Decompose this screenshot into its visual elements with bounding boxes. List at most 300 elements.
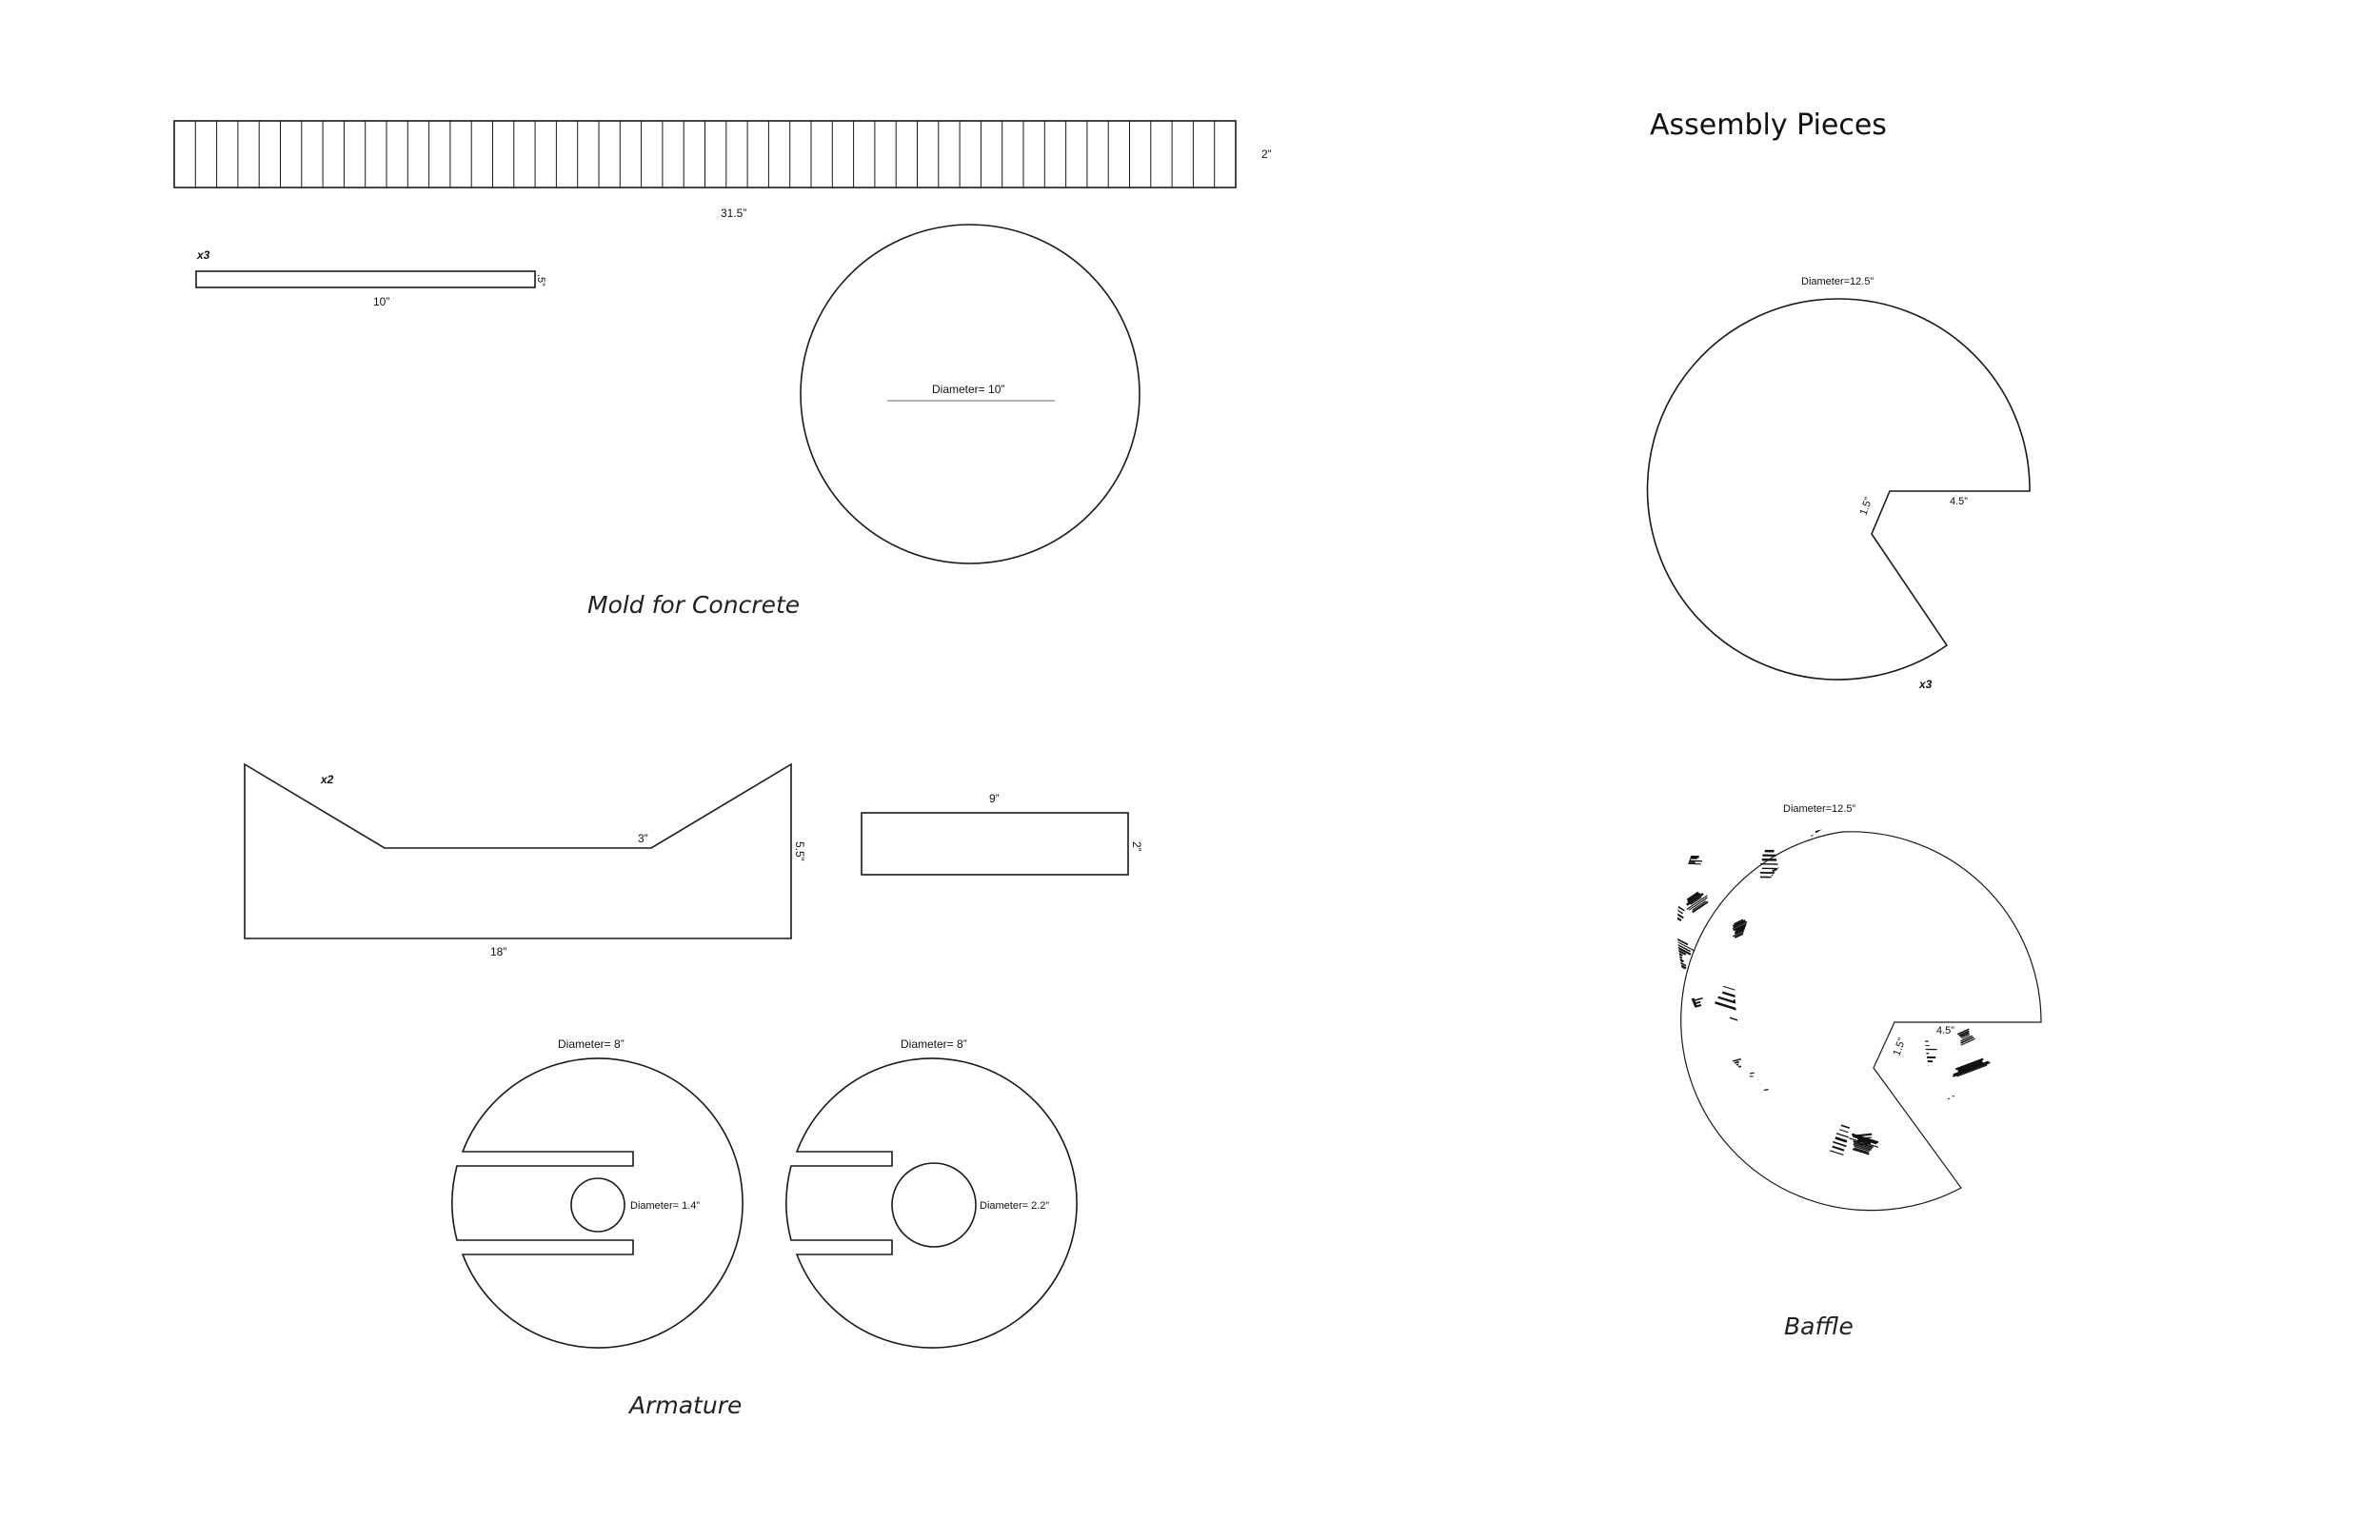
baffle-hatch-mark xyxy=(1865,1178,1906,1199)
baffle-hatch-line xyxy=(1761,994,1776,1004)
baffle-hatch-line xyxy=(1676,1164,1698,1172)
baffle-hatch-line xyxy=(1683,1162,1695,1166)
baffle-hatch-line xyxy=(2009,1156,2030,1168)
caption-armature: Armature xyxy=(629,1392,743,1419)
baffle-hatch-line xyxy=(1860,1014,1868,1018)
baffle-hatch-line xyxy=(1841,1125,1850,1128)
baffle-hatch-line xyxy=(1680,1129,1695,1138)
disc2-hole xyxy=(892,1163,976,1247)
baffle-hatch-line xyxy=(1780,1144,1800,1151)
baffle-hatch-line xyxy=(1960,1211,1981,1222)
armature-rect xyxy=(862,813,1128,875)
baffle-hatch-line xyxy=(1693,901,1708,912)
baffle-hatch-line xyxy=(1900,1023,1918,1032)
baffle-hatch-mark xyxy=(1730,1140,1746,1154)
baffle-hatch-line xyxy=(1978,844,2007,849)
baffle-hatch-line xyxy=(1679,1175,1690,1178)
baffle-hatch-mark xyxy=(1933,941,1975,982)
baffle-hatch-line xyxy=(1872,908,1893,912)
disc1-diameter-label: Diameter= 8” xyxy=(558,1037,625,1051)
baffle-hatch-line xyxy=(1948,1098,1973,1105)
baffle-hatch-line xyxy=(1810,994,1831,996)
baffle-hatch-mark xyxy=(1814,1198,1848,1221)
baffle-hatch-line xyxy=(1958,1221,1973,1229)
baffle-hatch-line xyxy=(1730,1017,1760,1027)
baffle-hatch-line xyxy=(1965,909,1975,915)
baffle-hatch-line xyxy=(1630,954,1651,966)
baffle-hatch-mark xyxy=(1728,918,1754,938)
baffle-hatch-line xyxy=(1984,1123,2005,1129)
baffle-hatch-line xyxy=(1853,1207,1877,1220)
baffle-hatch-line xyxy=(1731,1097,1752,1098)
baffle-hatch-line xyxy=(1823,1209,1841,1216)
baffle-hatch-mark xyxy=(1933,979,1971,1009)
baffle-diameter-label: Diameter=12.5” xyxy=(1783,803,1856,815)
baffle-hatch-line xyxy=(2022,1086,2039,1088)
baffle-hatch-line xyxy=(1685,1126,1696,1133)
baffle-hatch-line xyxy=(1987,1085,2004,1091)
baffle-hatch-line xyxy=(1936,980,1961,988)
baffle-hatch-mark xyxy=(2010,880,2059,918)
baffle-hatch-line xyxy=(1753,1019,1763,1022)
baffle-hatch-line xyxy=(2016,946,2050,969)
baffle-hatch-line xyxy=(1857,1017,1865,1022)
baffle-hatch-line xyxy=(1840,975,1864,981)
baffle-hatch-line xyxy=(1639,1092,1660,1094)
baffle-hatch-line xyxy=(1855,1056,1864,1059)
baffle-hatch-line xyxy=(1987,1106,2011,1112)
baffle-hatch-line xyxy=(1939,1218,1966,1219)
baffle-hatch-line xyxy=(1934,867,1966,878)
baffle-hatch-line xyxy=(1663,908,1678,912)
baffle-hatch-line xyxy=(1969,1194,1987,1203)
baffle-hatch-line xyxy=(1671,1119,1684,1126)
baffle-hatch-line xyxy=(1972,1194,1982,1198)
baffle-hatch-line xyxy=(1912,1012,1927,1017)
baffle-hatch-line xyxy=(1676,1028,1685,1030)
baffle-hatch-line xyxy=(1975,1102,1985,1103)
baffle-hatch-line xyxy=(1775,873,1790,879)
baffle-hatch-line xyxy=(1836,1134,1849,1137)
baffle-hatch-line xyxy=(1653,1010,1683,1017)
baffle-hatch-line xyxy=(1980,856,2009,860)
baffle-hatch-line xyxy=(1802,978,1809,981)
baffle-hatch-line xyxy=(1780,1141,1799,1147)
baffle-hatch-line xyxy=(1819,933,1836,936)
baffle-hatch-line xyxy=(2024,953,2046,968)
baffle-hatch-line xyxy=(1859,1143,1871,1144)
baffle-hatch-line xyxy=(1662,1103,1673,1109)
baffle-hatch-line xyxy=(1804,873,1815,879)
baffle-hatch-line xyxy=(1652,1118,1665,1126)
baffle-hatch-line xyxy=(1649,1103,1668,1110)
baffle-hatch-line xyxy=(1985,853,2003,856)
baffle-hatch-line xyxy=(1823,917,1838,919)
baffle-hatch-line xyxy=(1667,1111,1678,1116)
baffle-hatch-line xyxy=(1971,918,1980,923)
baffle-hatch-mark xyxy=(1800,871,1827,897)
baffle-hatch-line xyxy=(1654,902,1668,911)
baffle-hatch-mark xyxy=(1845,1197,1886,1234)
baffle-hatch-line xyxy=(1662,1182,1686,1186)
baffle-hatch-line xyxy=(1923,889,1933,895)
baffle-hatch-line xyxy=(1810,984,1830,986)
baffle-hatch-line xyxy=(1857,1015,1868,1021)
baffle-hatch-line xyxy=(1779,1208,1803,1222)
baffle-hatch-line xyxy=(1882,934,1892,937)
baffle-hatch-line xyxy=(1944,953,1957,961)
baffle-hatch-line xyxy=(1995,1104,2007,1108)
baffle-hatch-line xyxy=(1858,1014,1868,1020)
baffle-hatch-line xyxy=(1630,950,1654,964)
baffle-hatch-line xyxy=(1666,856,1699,857)
baffle-hatch-line xyxy=(1679,1131,1693,1139)
baffle-hatch-line xyxy=(1937,1213,1968,1214)
baffle-hatch-line xyxy=(1968,1203,1982,1211)
baffle-hatch-mark xyxy=(1846,1134,1879,1155)
baffle-hatch-line xyxy=(1677,1133,1696,1135)
baffle-hatch-line xyxy=(1786,1148,1797,1152)
baffle-hatch-mark xyxy=(1854,1009,1874,1025)
baffle-hatch-line xyxy=(1649,960,1664,961)
baffle-hatch-line xyxy=(1821,1209,1845,1219)
baffle-hatch-line xyxy=(1798,979,1812,984)
baffle-hatch-line xyxy=(1829,1055,1854,1057)
baffle-hatch-mark xyxy=(1776,1140,1806,1158)
baffle-hatch-line xyxy=(2017,1082,2045,1085)
baffle-hatch-line xyxy=(1664,1179,1683,1183)
baffle-hatch-line xyxy=(1872,1192,1898,1193)
baffle-hatch-line xyxy=(1968,915,1979,920)
armature-side-qty: x2 xyxy=(321,773,334,786)
baffle-hatch-line xyxy=(1722,993,1744,999)
baffle-hatch-line xyxy=(1735,1077,1744,1080)
armature-side-piece xyxy=(245,764,791,938)
baffle-hatch-mark xyxy=(1985,1081,2012,1110)
baffle-hatch-line xyxy=(1923,893,1930,898)
baffle-hatch-mark xyxy=(1932,1198,1973,1223)
baffle-hatch-line xyxy=(1669,1123,1702,1126)
baffle-hatch-line xyxy=(1980,1000,1987,1002)
baffle-hatch-line xyxy=(1811,1183,1820,1184)
baffle-hatch-line xyxy=(1994,1104,2006,1107)
baffle-hatch-line xyxy=(1735,1079,1746,1082)
baffle-hatch-line xyxy=(1957,1133,1969,1138)
baffle-hatch-line xyxy=(1786,1214,1799,1221)
baffle-hatch-line xyxy=(1637,946,1654,956)
baffle-hatch-line xyxy=(1663,922,1675,929)
baffle-hatch-line xyxy=(1879,926,1896,931)
baffle-hatch-line xyxy=(1987,1114,2008,1119)
baffle-hatch-line xyxy=(1814,890,1822,894)
baffle-hatch-line xyxy=(1666,1114,1683,1122)
baffle-hatch-line xyxy=(2016,1075,2048,1077)
baffle-hatch-line xyxy=(1915,874,1951,879)
baffle-hatch-mark xyxy=(1661,902,1679,916)
baffle-hatch-line xyxy=(1681,1005,1696,1009)
baffle-hatch-line xyxy=(1720,1213,1735,1217)
baffle-hatch-line xyxy=(1923,889,1947,893)
baffle-hatch-line xyxy=(1638,1125,1649,1131)
baffle-hatch-line xyxy=(1686,1121,1700,1130)
baffle-hatch-line xyxy=(1937,945,1956,958)
baffle-hatch-line xyxy=(1805,875,1816,880)
baffle-hatch-line xyxy=(1676,1183,1688,1187)
baffle-hatch-line xyxy=(1660,928,1673,935)
baffle-hatch-line xyxy=(1771,1194,1794,1207)
baffle-hatch-line xyxy=(1774,1165,1791,1170)
baffle-hatch-mark xyxy=(1705,1179,1740,1204)
baffle-hatch-mark xyxy=(1667,1001,1689,1023)
baffle-hatch-line xyxy=(1857,1017,1866,1022)
baffle-hatch-line xyxy=(1983,988,1992,991)
baffle-hatch-mark xyxy=(1956,1029,1975,1046)
baffle-hatch-line xyxy=(1662,925,1674,932)
baffle-hatch-line xyxy=(1985,1081,2005,1087)
baffle-hatch-line xyxy=(1986,856,2003,859)
baffle-hatch-line xyxy=(1964,1147,1978,1155)
baffle-hatch-line xyxy=(1915,867,1949,872)
baffle-hatch-line xyxy=(1860,1012,1870,1017)
baffle-hatch-line xyxy=(1709,1183,1733,1189)
baffle-hatch-line xyxy=(1818,926,1839,930)
baffle-hatch-line xyxy=(1882,920,1897,924)
baffle-hatch-mark xyxy=(1974,1095,1987,1102)
baffle-hatch-line xyxy=(1667,1001,1680,1009)
baffle-hatch-line xyxy=(1953,1214,1981,1230)
baffle-hatch-line xyxy=(1876,939,1893,944)
baffle-hatch-line xyxy=(1635,1133,1644,1138)
baffle-hatch-line xyxy=(1667,858,1696,859)
baffle-hatch-line xyxy=(1978,849,2009,854)
baffle-hatch-mark xyxy=(1652,921,1677,947)
side-flat-label: 3” xyxy=(638,832,648,845)
baffle-hatch-line xyxy=(1946,1000,1963,1006)
baffle-hatch-line xyxy=(1649,1000,1682,1008)
baffle-hatch-line xyxy=(1955,1223,1973,1233)
baffle-hatch-line xyxy=(1974,1099,1986,1100)
baffle-hatch-line xyxy=(1918,893,1932,901)
baffle-hatch-line xyxy=(1732,1142,1745,1151)
baffle-hatch-line xyxy=(1927,882,1937,889)
baffle-hatch-line xyxy=(1780,1143,1801,1150)
baffle-hatch-line xyxy=(1945,960,1963,971)
baffle-hatch-line xyxy=(1762,990,1780,1002)
baffle-hatch-line xyxy=(1673,1139,1702,1142)
baffle-hatch-line xyxy=(1989,1128,2000,1131)
baffle-hatch-line xyxy=(1639,1086,1659,1088)
baffle-hatch-line xyxy=(1671,1127,1700,1130)
baffle-hatch-line xyxy=(1669,920,1676,924)
baffle-hatch-line xyxy=(1817,981,1823,985)
baffle-hatch-line xyxy=(1800,975,1813,979)
baffle-hatch-line xyxy=(1662,1177,1684,1181)
baffle-hatch-line xyxy=(2019,1078,2043,1080)
baffle-hatch-line xyxy=(1984,847,2003,850)
baffle-hatch-line xyxy=(1807,1177,1822,1179)
baffle-hatch-line xyxy=(1894,1023,1909,1034)
baffle-hatch-line xyxy=(1640,1111,1659,1122)
mold-small-strip xyxy=(196,271,535,287)
baffle-hatch-line xyxy=(1945,998,1962,1004)
baffle-hatch-line xyxy=(1673,1066,1692,1069)
baffle-hatch-line xyxy=(1828,1060,1853,1063)
baffle-hatch-line xyxy=(1809,1187,1823,1189)
baffle-hatch-line xyxy=(1677,1015,1689,1017)
baffle-hatch-line xyxy=(1947,1102,1973,1109)
baffle-hatch-line xyxy=(1922,886,1936,895)
baffle-hatch-line xyxy=(1913,1011,1924,1016)
baffle-hatch-line xyxy=(1761,996,1775,1004)
baffle-hatch-line xyxy=(1916,880,1953,885)
baffle-hatch-line xyxy=(1663,921,1676,930)
baffle-hatch-line xyxy=(1943,1183,1966,1187)
baffle-hatch-line xyxy=(2013,1125,2020,1126)
baffle-hatch-line xyxy=(1874,900,1889,903)
baffle-hatch-line xyxy=(1875,1178,1894,1179)
baffle-hatch-line xyxy=(1798,980,1810,985)
baffle-hatch-mark xyxy=(1836,966,1868,986)
baffle-hatch-line xyxy=(1812,1189,1820,1190)
baffle-hatch-line xyxy=(1902,1027,1920,1036)
baffle-hatch-line xyxy=(1959,898,1972,905)
baffle-hatch-line xyxy=(1933,981,1965,992)
baffle-hatch-line xyxy=(1676,1136,1696,1138)
baffle-notch-width-label: 4.5” xyxy=(1936,1025,1954,1037)
baffle-hatch-line xyxy=(1954,966,1966,974)
baffle-hatch-line xyxy=(1735,1071,1740,1073)
baffle-hatch-line xyxy=(1769,1165,1795,1173)
heading-assembly: Assembly Pieces xyxy=(1650,109,1887,142)
baffle-hatch-line xyxy=(1874,906,1889,909)
piece-diameter-label: Diameter=12.5” xyxy=(1801,276,1874,287)
baffle-hatch-line xyxy=(1970,913,1974,916)
baffle-hatch-mark xyxy=(1945,1171,1981,1202)
baffle-hatch-line xyxy=(1944,956,1964,969)
baffle-hatch-line xyxy=(1783,1145,1798,1150)
baffle-hatch-line xyxy=(1775,1162,1792,1167)
baffle-hatch-line xyxy=(2020,947,2043,963)
baffle-hatch-line xyxy=(1671,910,1684,918)
baffle-hatch-line xyxy=(1906,1041,1922,1052)
baffle-hatch-line xyxy=(1944,1187,1967,1191)
baffle-hatch-line xyxy=(1858,1012,1870,1019)
baffle-hatch-line xyxy=(1757,988,1783,1005)
baffle-hatch-mark xyxy=(1629,1111,1659,1141)
baffle-hatch-line xyxy=(1662,934,1695,951)
baffle-hatch-line xyxy=(2020,890,2047,900)
baffle-hatch-line xyxy=(1638,1106,1657,1107)
baffle-hatch-line xyxy=(1830,1151,1843,1155)
baffle-hatch-line xyxy=(1661,914,1672,920)
baffle-hatch-line xyxy=(1680,1001,1696,1005)
baffle-hatch-line xyxy=(1805,979,1833,982)
baffle-hatch-mark xyxy=(1770,1193,1806,1225)
disc-diameter-label: Diameter= 10” xyxy=(932,383,1005,396)
baffle-hatch-mark xyxy=(1943,966,1971,987)
baffle-hatch-line xyxy=(1837,970,1865,977)
baffle-hatch-line xyxy=(1926,885,1935,891)
assembly-piece xyxy=(1648,299,2030,680)
baffle-hatch-line xyxy=(1944,1184,1967,1188)
baffle-hatch-line xyxy=(1732,1066,1740,1068)
small-strip-length-label: 10” xyxy=(373,295,390,308)
baffle-hatch-line xyxy=(1732,1141,1742,1148)
baffle-hatch-line xyxy=(1775,996,1798,1005)
disc1-hole xyxy=(571,1178,625,1232)
baffle-hatch-mark xyxy=(1915,873,1946,904)
baffle-hatch-line xyxy=(1676,1017,1688,1020)
baffle-hatch-line xyxy=(1757,1076,1771,1079)
baffle-hatch-mark xyxy=(1663,1065,1698,1085)
baffle-hatch-line xyxy=(1977,848,2011,854)
baffle-hatch-line xyxy=(1662,1110,1684,1121)
baffle-hatch-line xyxy=(1936,992,1969,1002)
baffle-hatch-line xyxy=(1654,935,1668,943)
baffle-hatch-line xyxy=(1665,1134,1707,1137)
baffle-hatch-line xyxy=(1657,1114,1666,1118)
baffle-hatch-line xyxy=(2029,959,2050,974)
baffle-hatch-line xyxy=(1686,1117,1704,1129)
baffle-hatch-line xyxy=(1938,1215,1965,1216)
baffle-hatch-line xyxy=(1758,995,1777,1007)
baffle-hatch-line xyxy=(1958,1205,1986,1220)
baffle-hatch-line xyxy=(1767,1158,1800,1169)
baffle-hatch-line xyxy=(1674,1030,1685,1033)
baffle-hatch-line xyxy=(1714,1186,1729,1190)
baffle-hatch-mark xyxy=(1906,1008,1936,1028)
piece-qty: x3 xyxy=(1919,678,1933,691)
baffle-hatch-line xyxy=(1815,977,1820,981)
baffle-hatch-line xyxy=(1735,1074,1742,1076)
baffle-hatch-line xyxy=(1966,907,1973,910)
baffle-hatch-line xyxy=(1990,1121,2001,1124)
small-strip-qty: x3 xyxy=(197,248,210,262)
baffle-hatch-mark xyxy=(1716,985,1751,1012)
baffle-hatch-line xyxy=(1928,859,1967,872)
baffle-hatch-line xyxy=(1935,988,1967,997)
baffle-hatch-line xyxy=(1734,1069,1740,1071)
baffle-hatch-line xyxy=(1858,1044,1870,1048)
baffle-hatch-mark xyxy=(1729,1076,1754,1098)
baffle-hatch-line xyxy=(1798,976,1813,981)
baffle-hatch-mark xyxy=(1806,957,1825,975)
baffle-hatch-line xyxy=(1810,886,1824,893)
baffle-hatch-line xyxy=(1874,1198,1895,1199)
baffle-hatch-line xyxy=(1960,1140,1976,1149)
baffle-hatch-line xyxy=(1976,847,2010,853)
baffle-hatch-line xyxy=(1764,988,1780,999)
baffle-hatch-line xyxy=(1928,876,1943,885)
baffle-hatch-line xyxy=(1811,1182,1818,1183)
baffle-hatch-line xyxy=(1754,1017,1760,1018)
baffle-hatch-line xyxy=(1658,1108,1671,1115)
baffle-hatch-line xyxy=(1750,1080,1781,1086)
disc2-diameter-label: Diameter= 8” xyxy=(901,1037,967,1051)
baffle-hatch-line xyxy=(1894,1017,1920,1030)
baffle-hatch-line xyxy=(1679,1124,1699,1136)
baffle-hatch-line xyxy=(1798,977,1813,981)
baffle-hatch-line xyxy=(1644,961,1669,963)
baffle-hatch-mark xyxy=(1659,1105,1691,1135)
baffle-hatch-line xyxy=(1644,970,1667,972)
baffle-hatch-line xyxy=(1844,979,1862,984)
baffle-hatch-line xyxy=(1858,1010,1873,1019)
baffle-hatch-line xyxy=(2022,1096,2037,1097)
baffle-hatch-line xyxy=(1667,1119,1690,1131)
baffle-hatch-line xyxy=(1763,993,1776,1001)
baffle-hatch-line xyxy=(1858,1042,1869,1045)
